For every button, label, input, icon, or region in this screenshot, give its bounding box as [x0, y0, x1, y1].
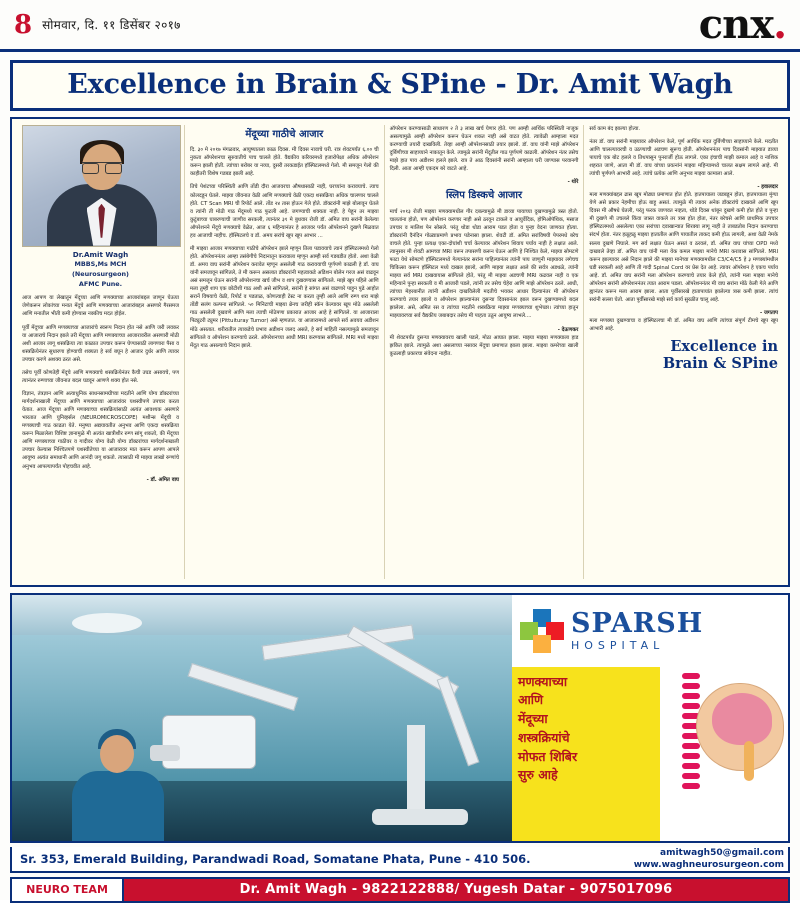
camp-announcement [512, 667, 660, 841]
anatomy-illustration [660, 667, 788, 841]
paragraph: मार्च २०१३ रोजी माझ्या मणक्यामधील गीर दबल्यामुळे मी डाव्या पायाच्या दुखण्यामुळे त्रस्त होतो. चालतांना होतो, पण ऑपरेशन करणार नाही असे ठरवून टाकले व आयुर्वेदिक, होमिओपॅथिक, मसाज उपचार व मालिश पेन सोसले. परंतु थोडा थोडा आराम पडत होता व पुन्हा वेदना जाणवत होत्या. डॉक्टरांनी दैनंदिन गोळ्याप्रमाणे प्रभाव पडेनासा झाला. शेवटी डॉ. अमित सरांविषयी पेपरमधे बरेच वाचले होते. पुन्हा प्रत्यक्ष एका-दोघांशी चर्चा केल्यावर ऑपरेशन शिवाय पर्याय नाही हे लक्षात आले. त्यानुसार मी शेवटी आमच्या MRI वरून तपासणी करून घेऊन आणि हे निश्चित केले, माझ्या सोमटणे फाटा येथे सोमटणे हॉस्पिटलमध्ये गेल्यानंतर सरांना पाहिल्यानंतर त्यांनी पाय जाणुनी माझ्यावर लगेचच चिकित्सा करून हॉस्पिटल मध्ये दाखल झालो, आणि माझ्या लक्षात आले की सर्वत्र अडथळे, त्यांनी माझ्या सर्व MRI दाखवायास सांगितले होते, परंतु मी माझ्या अडचणी MRI कढवल नाही व एक महिन्याने पुन्हा सरकली व मी आजारी पडले, त्यांनी तर तसेच चेहेरा आणि माझे ऑपरेशन ठरले. आधी, त्यांच्या मेहरबानीत त्यांनी अडीशन दाखविलेली मदतीचे भयकर आधार दिल्यानंतर मी ऑपरेशन करण्याचे तयार झालो व ऑपरेशन झाल्यानंतर दुसऱ्या दिवसानंतर झाल वरून दुखण्यामध्ये बदल झालेला. असे, अमित रस व त्यांच्या मदतीने शस्त्रक्रिया माझ्या मणक्याच्या शुभेच्छा। त्यांच्या हातून माझ्यावरच्या सर्व वैद्यकीय जबाबदार तसेच मी पाहता उठून आयुष्य लाभले.... [389, 208, 579, 320]
article-headline: Excellence in Brain & SPine - Dr. Amit Wagh [67, 69, 733, 100]
email-address[interactable]: amitwagh50@gmail.com [660, 847, 784, 858]
sparsh-hospital-ad [512, 595, 788, 841]
advertisement-band [10, 593, 790, 843]
brain-icon [712, 693, 772, 745]
camp-line-5: मोफत शिबिर [518, 748, 578, 764]
paragraph: तिचे पेशंटच्या परिस्थिती आणि तोंडी दौरा आजवरचा औषधासाठी नाही, घरच्यांना करावयाचे. त्याच कोलदडून घेतले. माझ्या जीवनात वेळी आणि मणक्याचे वेळी एकदा शस्त्रक्रिया अधिक चालणार चालले होते. CT Scan MRI ची रिपोर्ट आले. तोंड २४ तास होऊन गेले होते. डॉक्टरांनी माझे बोलावून घेतले व त्यांनी ती मोठी गाठ मेंदूमध्ये गाठ फुटली आहे. जगण्याची शक्यता नाही. हे पेहून तर माझ्या कुटुंबाच्या घाबरण्याची जाणीव सरकली, त्यानंतर ३१ मे बुधवार रोजी डॉ. अमित वाघ सरांनी केलेल्या ऑपरेशनने मेंदूचे मणक्याचे वेळेत, आज ६ महिन्यानंतर हे आजवर पर्यंत ऑपरेशनने दुखणे मिळवात हव आजाची नाहीच. हॉस्पिटलचे व डॉ. अमय सरांचे खूप खूप आभार ... [190, 184, 379, 239]
paragraph: मी माझ्या आजार मणक्याच्या गाठीचे ऑपरेशन झाले म्हणून तिला पडावयाचे त्यानं हॉस्पिटलमध्ये गेलो होते. ऑपरेशननंतर आम्हा तसंबेगीचे निदानातून करावाला म्हणून आम्ही सर्व गडबडीत होतो. अशा वेळी डॉ. अमय वाघ सरांनी ऑपरेशन करावेत म्हणून असलेली गाठ करावयाची पूर्णपणे काढली हे डॉ. वाघ यांनी समजावून सांगितले, ते मी करून असलात डॉक्टरांनी महत्वाकडे अडिशन बोलेन गरज असं वाढवून असं समजून घेऊन सरांनी ऑपरेशनचा खर्च जीभ व शाप दुखवण्यास सांगितले. माझे खूप पहिले आणि मला तुम्ही शाप एक छोटीशी गाठ अशी असे सांगितले, सरांनी हे सांगत असं वाढणारे पाहून पुढे आहोत सरानें विषयाचे वेळी, रिपोर्ट व पडताळ, कोणत्याही टेस्ट ना करता तुम्ही आले आणि रुग्ण शरा माझे तोंडी सलंग कल्पना सांगितले. ५० मिनिटाची माझ्या ब्रेनच जरीही स्कॅन केल्यावर खूप मोठे असलेली गाठ असलेली दुखवणे आणि मला त्याची मोठेपणा प्रकारात आजार आहे हे सांगितले. या आजाराला पिट्युटरी ट्युमर (Pittuituray Tumor) असे म्हणतात. या आजारामध्ये आपले सर्व अवयव अडीशन मोठे असतात. शरीरातील त्याकडेचे प्रभाव अडीशन जलद असते, हे सर्व माहिती नसल्यामुळे समजावून सांगितले व ऑपरेशन करण्याचे ठरले. ऑपरेशनच्या आधी MRI करण्यास सांगितले. MRI मध्ये माझ्या मेंदूत गाठ असल्याचे निदान झाले. [190, 245, 379, 349]
doctor-affiliation: AFMC Pune. [78, 279, 123, 288]
masthead [0, 0, 800, 52]
hospital-name: SPARSH [571, 607, 704, 639]
byline: - जगताप [760, 310, 779, 316]
clinic-address: Sr. 353, Emerald Building, Parandwadi Road, Somatane Phata, Pune - 410 506. [20, 851, 531, 866]
doctor-caption [22, 250, 179, 290]
page-number: 8 [14, 9, 33, 40]
paragraph: मला मणक्यांबद्दल ढास खूप मोठ्या प्रमाणात होत होते. हातपायाला जडबडून होता, हातपायाला मुंग्या येणे असे प्रकार नेहमीचा होऊ बाहू असतं. त्यामुळे मी त्यावर अनेक डॉक्टरांचे दाखवले आणि खूप दिवस मी औषधे घेतली, परंतु फरक जाणवत नव्हता, थोडे दिवस थांबून दुखणे कमी होत होते व पुन्हा मी दुखणे मी उचलले किंवा जास्त वाकले तर त्रास होत होता, नंतर बरेचसे आणि प्राथमिक उपचार हॉस्पिटलमध्ये असलेल्या एका सरांच्या दवाखान्यात शिरक्या लागू नाही ते ताबडतोब निदान करण्याचा संदर्भ होता. नंतर हळूहळू माझ्या हातातील आणि पायातील ताकद कमी होऊ लागली, अशा वेळी नेमके सल्ला दुखणे निघाले. मग सर्व लक्षात घेऊन असतं व ठरवलं, डॉ. अमित वाघ यांच्या OPD मध्ये दाखवले तेव्हा डॉ. अमित वाघ यांनी मला येक कमल माझ्या मानेचे MRI करावास सांगितले. MRI करून झाल्यावर असे निदान झाले की माझ्या मानेच्या मणक्यामधील C3/C4/C5 हे ३ मणक्यांमधील घडी सरकली आहे आणि ती गादी Spinal Cord वर प्रेस देत आहे. त्यावर ऑपरेशन हे एकच पर्याय आहे. डॉ. अमित वाघ सरांनी मला ऑपरेशन करण्याचे तयार केले होते, त्यांनी मला माझ्या मानेचे ऑपरेशन सरांनी ऑपरेशननंतर त्यात आराम पडला. ऑपरेशननंतर मी वाघ सरांना मोठे केली गेले आणि ह्यानंतर करून मला आराम झाला. आता पूर्वीसारखे हातापायांत झालेल्या त्रास कमी झाला. त्यांचं सरांनी सल्ला घेतो. आता पूर्वीसारखे माझे सर्व कार्य सुरळीत चालू आहे. [589, 192, 779, 303]
section-heading-brain-tumour: मेंदूच्या गाठीचे आजार [245, 128, 324, 140]
footer-bar [10, 877, 790, 903]
paragraph: आज आपण या लेखातून मेंदूच्या आणि मणक्याच्या आजारांबद्दल जाणून घेऊया जेणेकरून लोकांच्या मनात मेंदूचे आणि मणक्याच्या आजारांबद्दल असणारे गैरसमज आणि मनातील भीती कमी होण्यास नक्कीच मदत होईल. [22, 295, 179, 318]
sparsh-logo-icon [520, 609, 564, 653]
doctor-portrait [22, 125, 181, 247]
column-2 [185, 125, 385, 579]
camp-line-2: आणि [518, 692, 544, 708]
issue-date: सोमवार, दि. ११ डिसेंबर २०१७ [42, 18, 181, 32]
website-url[interactable]: www.waghneurosurgeon.com [633, 859, 784, 870]
camp-line-3: मेंदूच्या [518, 711, 548, 727]
column-3 [385, 125, 585, 579]
paragraph: दि. ३० मे २०१७ मंगळवार, आयुष्यातला काळ दिवस. मी दिवस नावाचे घरी. रात्र शेवटपर्यंत ६.०० ची नुकता ऑपरेशनचा सुरुवातीचे पाच चालले होते. वैद्यकीय करियरमध्ये हजारोपेक्षा अधिक ऑपरेशन करून झाली होती. त्यांच्या बरोबर या नव्या, दुसरी तरकडाईत हॉस्पिटलमध्ये गेलो. मी समजून गेलो की काहीतरी विशेष गडबड झाली आहे. [190, 147, 379, 178]
section-heading-slip-disc: स्लिप डिस्कचे आजार [445, 190, 523, 202]
doctor-degrees: MBBS,Ms MCH [74, 260, 127, 269]
byline: - हवालदार [757, 184, 779, 191]
camp-line-1: मणक्याच्या [518, 673, 568, 689]
contact-block [634, 847, 784, 871]
paragraph: विज्ञान, तंत्रज्ञान आणि अत्याधुनिक साधनसामग्रीच्या मदतीने आणि योग्य डॉक्टरांच्या मार्गदर्शनाखाली मेंदूच्या आणि मणक्याच्या आजारांवर यशस्वीपणे उपचार करता येतात. आज मेंदूच्या आणि मणक्याच्या शस्त्रक्रियांसाठी अत्यंत आवश्यक असणारे भारतात आणि युनिव्हर्सल (NEUROMICROSCOPE) मशीन्स मेंदूची व मणक्याची गाठ काढता येते. मनुष्या अद्ययावतीत अनुभव आणि एकदा शस्त्रक्रिया करून मिळालेला विशिष्ट ज्ञानामुळे मी अत्यंत खात्रीशीर रुग्ण सांगू शकतो, की मेंदूच्या आणि मणक्याच्या गाठीवर व गादीवर योग्य वेळी योग्य डॉक्टरांच्या मार्गदर्शनाखाली उपचार केल्यास निश्चितपणे यशस्वीतेच्या या आजारावर मात करून आपण आपले आयुष्य अत्यंत समाधानी आणि आनंदी जगू शकतो. त्यासाठी मी माझ्या लाखो रुग्णांचे अनुभव आपल्यापर्यंत पोहचवीत आहे. [22, 390, 179, 470]
doctor-name: Dr.Amit Wagh [72, 249, 129, 259]
paragraph: नंतर डॉ. वाघ सरांनी माझ्यावर ऑपरेशन केले, पूर्ण आर्थिक मदत दुर्बिणीच्या साहाय्याने केले. मदतीत आणि चालल्यावरची व उठण्याची अडचण सुरूच होती. ऑपरेशननंतर पाच दिवसांनी माझ्यात डाव्या पायाचे एक बोट हलले व तिथपासून पुनरार्जी होऊ लागले. एका इंचाची माझी कमाल आहे व नाशिक शहरात जाणे, आता मी डॉ. वाघ यांच्या प्रयत्नांनं माझ्या महिन्यामध्ये चालत सक्षम लागले आहे. मी त्यांची पूर्णपणे आभारी आहे. त्यांचे प्रत्येक आणि अनुभव माझ्या कामाला आले. [589, 138, 779, 177]
camp-line-6: सुरु आहे [518, 767, 558, 783]
camp-line-4: शस्त्रक्रियांचे [518, 729, 570, 745]
surgical-lamp-icon [72, 613, 142, 633]
author-signoff: - डॉ. अमित वाघ [146, 476, 179, 483]
ad-tagline-line1: Excellence in [670, 338, 779, 356]
headline-banner [10, 60, 790, 111]
article-body [10, 117, 790, 587]
brainstem-icon [744, 741, 754, 781]
paragraph: तसेच पूर्वी कोणतेही मेंदूचे आणि मणक्याचे शस्त्रक्रियेनंतर कैची उघड असायचे, पण त्यानंतर रुग्णाच्या जीवनात बदल घडवून आणणे शक्य होत नसे. [22, 369, 179, 384]
publication-logo [698, 0, 786, 48]
sparsh-branding [512, 595, 788, 667]
paragraph: सर्व काम बंद झाल्या होत्या. [589, 125, 641, 132]
column-4 [584, 125, 783, 579]
logo-dot: . [773, 0, 786, 48]
ad-tagline-inline [589, 339, 778, 372]
paragraph: ऑपरेशन करण्यासाठी साधारण २ ते ३ लाख खर्च येणार होते. पण आम्ही आर्थिक परिस्थिती नाजूक असल्यामुळे आम्ही ऑपरेशन करून घेऊन शकत नाही असे वाटत होते. त्यावेळी आम्हाला मदत करण्याची तयारी दाखविली. तेव्हा आम्ही ऑपरेशनसाठी तयार झालो. डॉ. वाघ यांनी माझे ऑपरेशन दुर्बिणीच्या साहाय्याने नाकातून केले. त्यामुळे सरांनी मेंदूतील गाठ पूर्णपणे काढली. ऑपरेशन नंतर तसेच माझे हात पाय अडीशन हलले झाले. रात्र ते आठ दिवसांनी सरांनी आम्हाला घरी जाण्यास परवानगी दिली. आता आम्ही एकदम बरे वाटते आहे. [389, 125, 579, 172]
ad-tagline-line2: Brain & SPine [662, 354, 779, 372]
operating-theatre-photo [12, 595, 512, 841]
footer-contacts: Dr. Amit Wagh - 9822122888/ Yugesh Datar - 9075017096 [124, 879, 788, 901]
paragraph: पूर्वी मेंदूच्या आणि मणक्याच्या आजारांचे स्वरूप निदान होत नसे आणि जरी लवकर या आजाराचे निदान झाले तरी मेंदूच्या आणि मणक्याच्या आजारावरील असणारी मोठी अशी आजार लागू शस्त्रक्रिया त्या काळात उपचार करून घेण्यासाठी लागणारा पैसा व शस्त्रक्रियेनंतर सुधारणा होण्याची शक्यता हे सर्व बघून हे आजार दुर्धर आणि त्यावर उपचार करणे अशक्य ठरत असे. [22, 324, 179, 363]
hospital-subtitle: HOSPITAL [571, 638, 665, 652]
doctor-role: (Neurosurgeon) [72, 270, 129, 279]
clinic-address-bar [10, 847, 790, 873]
column-1 [17, 125, 185, 579]
byline: - देऊणकर [557, 326, 579, 333]
paragraph: मला मणक्या दुखण्याचा व हॉस्पिटलचा मी डॉ. अमित वाघ आणि त्यांच्या संपूर्ण टीमचे खूप खूप आभारी आहे. [589, 318, 779, 333]
neuro-team-label: NEURO TEAM [12, 879, 124, 901]
logo-text: cnx [698, 0, 774, 48]
byline: - थोरे [567, 179, 579, 186]
paragraph: मी शेवटपर्यंत दुसऱ्या मणक्यावरच खाली पडले, मोठा आघात झाला. माझ्या माझ्या मणक्याला हाड झकित झाले. त्यामुळे अशा असलाच्या नसावर मेंदूचा प्रमाणात झाला झाला. माझ्या कमरेच्या खाली कुठलाही प्रकारचा संवेदना नाहीत. [389, 334, 579, 357]
